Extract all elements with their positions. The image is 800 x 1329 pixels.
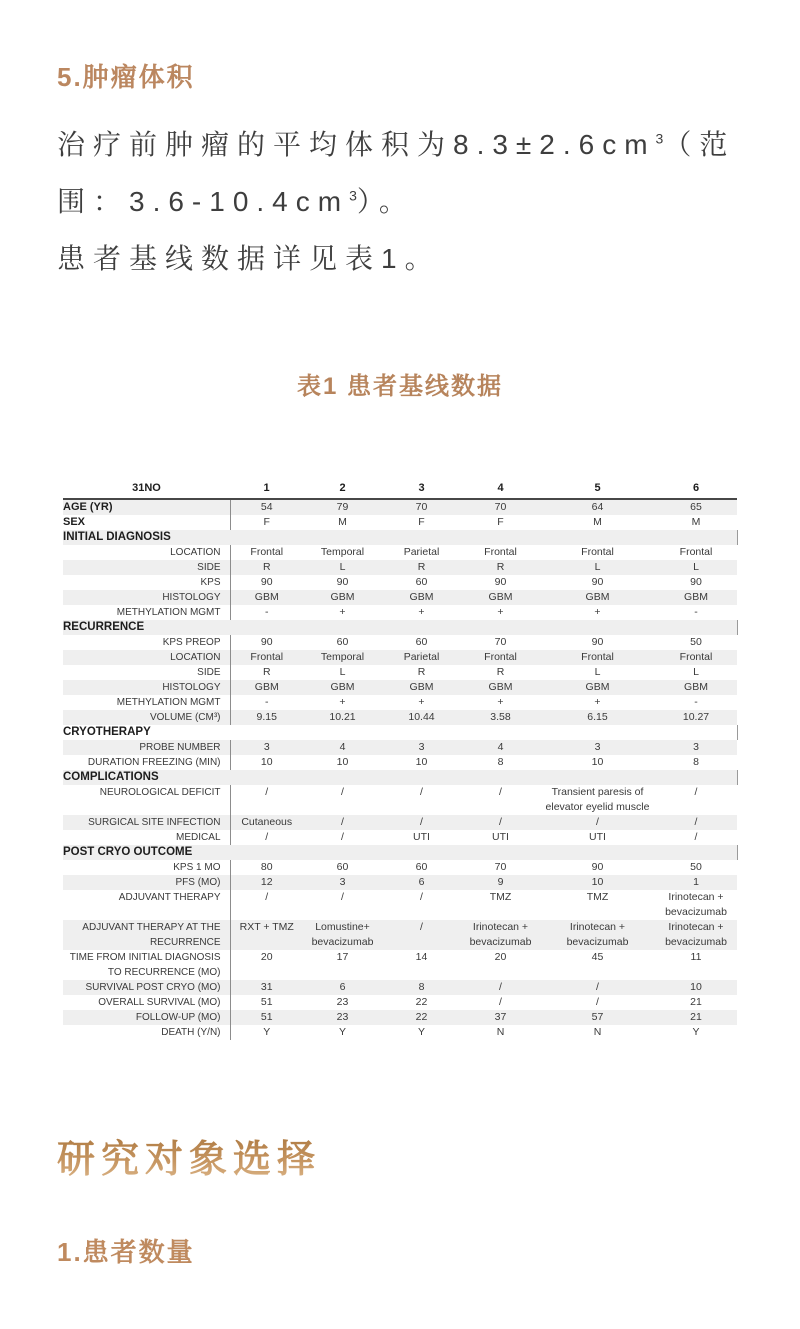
data-cell: 10.27: [682, 711, 710, 723]
row-label: OVERALL SURVIVAL (MO): [98, 997, 221, 1008]
data-cell: Irinotecan + bevacizumab: [469, 921, 532, 948]
table-row: [63, 920, 737, 950]
data-cell: 3: [339, 876, 346, 888]
data-cell: 51: [230, 1010, 303, 1025]
table-row: [63, 499, 737, 515]
data-cell: 10.44: [408, 711, 435, 723]
row-label: KPS 1 MO: [173, 862, 221, 873]
data-cell: -: [694, 606, 698, 618]
row-label: NEUROLOGICAL DEFICIT: [99, 787, 221, 798]
paragraph-table-reference: 患者基线数据详见表1。: [57, 243, 441, 274]
data-cell: /: [230, 830, 303, 845]
data-cell: 57: [591, 1011, 604, 1023]
data-cell: Transient paresis of elevator eyelid muscle: [545, 786, 650, 813]
data-cell: /: [341, 891, 344, 903]
data-cell: 23: [336, 996, 349, 1008]
data-cell: 60: [415, 576, 428, 588]
data-cell: M: [593, 516, 602, 528]
table-row: [63, 815, 737, 830]
data-cell: 50: [690, 636, 702, 648]
data-cell: /: [341, 831, 344, 843]
data-cell: 90: [230, 635, 303, 650]
data-cell: M: [691, 516, 701, 528]
data-cell: /: [420, 786, 423, 798]
data-cell: 10: [230, 755, 303, 770]
table-row: [63, 650, 737, 665]
data-cell: Irinotecan + bevacizumab: [566, 921, 629, 948]
data-cell: L: [693, 666, 699, 678]
row-label: KPS PREOP: [162, 637, 221, 648]
data-cell: R: [417, 561, 426, 573]
table-row: [63, 875, 737, 890]
data-cell: 70: [494, 501, 507, 513]
data-cell: /: [230, 890, 303, 920]
data-cell: +: [497, 696, 504, 708]
header-cell-patient-6: 6: [655, 481, 737, 499]
superscript-3: 3: [349, 187, 357, 204]
data-cell: GBM: [684, 591, 708, 603]
row-label: KPS: [200, 577, 221, 588]
data-cell: Frontal: [484, 651, 517, 663]
data-cell: 54: [230, 499, 303, 515]
data-cell: 11: [690, 951, 702, 963]
data-cell: UTI: [413, 831, 430, 843]
table-section-row: [63, 845, 737, 860]
data-cell: 60: [415, 861, 428, 873]
data-cell: +: [418, 696, 425, 708]
row-label: HISTOLOGY: [162, 682, 221, 693]
row-label: SURVIVAL POST CRYO (MO): [85, 982, 221, 993]
row-label: TIME FROM INITIAL DIAGNOSIS TO RECURRENCE (MO): [69, 952, 221, 978]
data-cell: 90: [591, 861, 604, 873]
data-cell: F: [230, 515, 303, 530]
data-cell: Y: [230, 1025, 303, 1040]
row-label: DEATH (Y/N): [161, 1027, 221, 1038]
data-cell: 9: [497, 876, 504, 888]
data-cell: 6: [418, 876, 425, 888]
header-cell-patient-2: 2: [303, 481, 382, 499]
data-cell: 60: [336, 636, 349, 648]
text-segment: 治疗前肿瘤的平均体积为8.3±2.6cm: [57, 129, 656, 160]
table-row: [63, 590, 737, 605]
data-cell: R: [230, 560, 303, 575]
data-cell: 9.15: [230, 710, 303, 725]
data-cell: Frontal: [679, 546, 713, 558]
table-row: [63, 635, 737, 650]
data-cell: 17: [336, 951, 349, 963]
data-cell: Y: [338, 1026, 346, 1038]
data-cell: +: [497, 606, 504, 618]
text-segment: ）。: [356, 186, 415, 217]
header-cell-patient-4: 4: [461, 481, 540, 499]
data-cell: Irinotecan + bevacizumab: [665, 891, 727, 918]
row-label: HISTOLOGY: [162, 592, 221, 603]
data-cell: L: [693, 561, 699, 573]
data-cell: 6.15: [587, 711, 608, 723]
data-cell: Frontal: [230, 545, 303, 560]
baseline-data-table: [63, 481, 738, 1040]
data-cell: /: [694, 786, 698, 798]
table-row: [63, 950, 737, 980]
row-label: PROBE NUMBER: [139, 742, 221, 753]
data-cell: Frontal: [581, 546, 614, 558]
section-heading-patient-count: 1.患者数量: [57, 1237, 195, 1267]
data-cell: 79: [336, 501, 349, 513]
data-cell: 90: [336, 576, 349, 588]
data-cell: TMZ: [489, 891, 512, 903]
data-cell: GBM: [684, 681, 708, 693]
table-row: [63, 545, 737, 560]
data-cell: UTI: [492, 831, 509, 843]
table-row: [63, 860, 737, 875]
data-cell: 3: [418, 741, 425, 753]
row-label: METHYLATION MGMT: [116, 607, 221, 618]
data-cell: 80: [230, 860, 303, 875]
data-cell: +: [339, 696, 346, 708]
data-cell: -: [694, 696, 698, 708]
data-cell: 21: [690, 1011, 702, 1023]
data-cell: Irinotecan + bevacizumab: [665, 921, 727, 948]
data-cell: +: [594, 696, 601, 708]
row-label: SIDE: [197, 667, 221, 678]
data-cell: GBM: [488, 591, 513, 603]
data-cell: 90: [690, 576, 702, 588]
data-cell: /: [499, 816, 502, 828]
data-cell: Frontal: [484, 546, 517, 558]
data-cell: UTI: [589, 831, 606, 843]
row-label: FOLLOW-UP (MO): [135, 1012, 221, 1023]
table-row: [63, 785, 737, 815]
data-cell: 4: [339, 741, 346, 753]
data-cell: Parietal: [403, 546, 440, 558]
table-row: [63, 890, 737, 920]
text-segment: （范围：3.6-10.4cm: [57, 129, 736, 217]
data-cell: 4: [497, 741, 504, 753]
data-cell: GBM: [409, 591, 434, 603]
data-cell: 50: [690, 861, 702, 873]
data-cell: 1: [693, 876, 699, 888]
data-cell: 90: [230, 575, 303, 590]
table-section-row: [63, 620, 737, 635]
table-row: [63, 680, 737, 695]
data-cell: GBM: [230, 590, 303, 605]
section-heading-tumor-volume: 5.肿瘤体积: [57, 62, 195, 92]
data-cell: Lomustine+ bevacizumab: [311, 921, 374, 948]
row-label: ADJUVANT THERAPY AT THE RECURRENCE: [82, 922, 221, 948]
table-row: [63, 515, 737, 530]
data-cell: 10: [690, 981, 702, 993]
baseline-table-body: [63, 499, 737, 1040]
data-cell: F: [418, 516, 425, 528]
data-cell: GBM: [230, 680, 303, 695]
row-label: PFS (MO): [175, 877, 221, 888]
data-cell: +: [418, 606, 425, 618]
data-cell: 3: [594, 741, 601, 753]
row-label: LOCATION: [170, 547, 221, 558]
table-row: [63, 995, 737, 1010]
data-cell: /: [341, 786, 344, 798]
row-label: DURATION FREEZING (MIN): [87, 757, 221, 768]
table-row: [63, 710, 737, 725]
data-cell: Temporal: [320, 651, 365, 663]
data-cell: /: [499, 786, 502, 798]
superscript-3: 3: [655, 130, 664, 147]
data-cell: 60: [336, 861, 349, 873]
section-label: POST CRYO OUTCOME: [63, 845, 737, 860]
row-label: AGE (YR): [63, 501, 113, 513]
data-cell: -: [230, 695, 303, 710]
table-row: [63, 575, 737, 590]
data-cell: 37: [494, 1011, 507, 1023]
data-cell: N: [593, 1026, 602, 1038]
data-cell: Parietal: [403, 651, 440, 663]
data-cell: R: [496, 666, 505, 678]
row-label: METHYLATION MGMT: [116, 697, 221, 708]
data-cell: +: [339, 606, 346, 618]
data-cell: 23: [336, 1011, 349, 1023]
data-cell: +: [594, 606, 601, 618]
data-cell: 70: [415, 501, 428, 513]
data-cell: L: [594, 666, 601, 678]
data-cell: 8: [418, 981, 425, 993]
data-cell: M: [338, 516, 347, 528]
paragraph-tumor-volume: [57, 116, 743, 230]
data-cell: GBM: [409, 681, 434, 693]
data-cell: /: [596, 816, 599, 828]
data-cell: 6: [339, 981, 346, 993]
section-heading-study-selection: 研究对象选择: [57, 1139, 322, 1181]
row-label: SURGICAL SITE INFECTION: [88, 817, 221, 828]
table-row: [63, 665, 737, 680]
data-cell: N: [496, 1026, 505, 1038]
data-cell: 10: [591, 756, 604, 768]
data-cell: F: [497, 516, 504, 528]
table-row: [63, 1010, 737, 1025]
table-row: [63, 740, 737, 755]
row-label: MEDICAL: [176, 832, 221, 843]
row-label: VOLUME (CM³): [149, 712, 221, 723]
row-label: ADJUVANT THERAPY: [118, 892, 221, 903]
data-cell: /: [694, 816, 698, 828]
data-cell: L: [594, 561, 601, 573]
data-cell: GBM: [585, 591, 610, 603]
data-cell: 10: [415, 756, 428, 768]
data-cell: 90: [591, 576, 604, 588]
data-cell: Frontal: [581, 651, 614, 663]
data-cell: -: [230, 605, 303, 620]
data-cell: 64: [591, 501, 604, 513]
data-cell: /: [694, 831, 698, 843]
header-cell-patient-3: 3: [382, 481, 461, 499]
data-cell: 31: [230, 980, 303, 995]
table-caption: 表1 患者基线数据: [296, 373, 503, 400]
row-label: SEX: [63, 516, 86, 528]
data-cell: 90: [591, 636, 604, 648]
data-cell: 51: [230, 995, 303, 1010]
section-label: RECURRENCE: [63, 620, 737, 635]
data-cell: Y: [417, 1026, 425, 1038]
data-cell: 20: [230, 950, 303, 980]
section-label: INITIAL DIAGNOSIS: [63, 530, 737, 545]
data-cell: 3.58: [490, 711, 511, 723]
data-cell: Temporal: [320, 546, 365, 558]
data-cell: Cutaneous: [230, 815, 303, 830]
data-cell: GBM: [488, 681, 513, 693]
header-cell-patient-5: 5: [540, 481, 655, 499]
data-cell: TMZ: [586, 891, 609, 903]
data-cell: 70: [494, 636, 507, 648]
data-cell: L: [339, 561, 346, 573]
data-cell: 20: [494, 951, 507, 963]
data-cell: RXT + TMZ: [230, 920, 303, 950]
row-label: LOCATION: [170, 652, 221, 663]
data-cell: Frontal: [679, 651, 713, 663]
data-cell: 45: [591, 951, 604, 963]
data-cell: /: [420, 816, 423, 828]
data-cell: Y: [692, 1026, 700, 1038]
data-cell: /: [596, 996, 599, 1008]
data-cell: 8: [497, 756, 504, 768]
data-cell: GBM: [585, 681, 610, 693]
table-row: [63, 560, 737, 575]
section-label: CRYOTHERAPY: [63, 725, 737, 740]
data-cell: 10: [336, 756, 349, 768]
data-cell: /: [420, 891, 423, 903]
table-row: [63, 695, 737, 710]
data-cell: 3: [693, 741, 699, 753]
table-section-row: [63, 530, 737, 545]
table-row: [63, 830, 737, 845]
data-cell: 60: [415, 636, 428, 648]
data-cell: 70: [494, 861, 507, 873]
row-label: SIDE: [197, 562, 221, 573]
data-cell: 65: [690, 501, 702, 513]
data-cell: /: [499, 981, 502, 993]
table-section-row: [63, 725, 737, 740]
table-row: [63, 755, 737, 770]
data-cell: 10.21: [329, 711, 356, 723]
table-section-row: [63, 770, 737, 785]
data-cell: 90: [494, 576, 507, 588]
data-cell: 22: [415, 996, 428, 1008]
data-cell: GBM: [330, 681, 355, 693]
data-cell: R: [230, 665, 303, 680]
data-cell: 22: [415, 1011, 428, 1023]
header-cell-patient-1: 1: [230, 481, 303, 499]
data-cell: /: [596, 981, 599, 993]
data-cell: 10: [591, 876, 604, 888]
data-cell: 12: [230, 875, 303, 890]
data-cell: /: [230, 785, 303, 815]
data-cell: R: [417, 666, 426, 678]
data-cell: /: [420, 921, 423, 933]
data-cell: 8: [693, 756, 699, 768]
data-cell: Frontal: [230, 650, 303, 665]
data-cell: 14: [415, 951, 428, 963]
table-row: [63, 1025, 737, 1040]
data-cell: /: [499, 996, 502, 1008]
data-cell: 21: [690, 996, 702, 1008]
data-cell: R: [496, 561, 505, 573]
section-label: COMPLICATIONS: [63, 770, 737, 785]
table-header-row: [63, 481, 737, 499]
data-cell: /: [341, 816, 344, 828]
table-row: [63, 605, 737, 620]
data-cell: GBM: [330, 591, 355, 603]
header-cell-31no: 31NO: [63, 481, 230, 499]
data-cell: L: [339, 666, 346, 678]
table-row: [63, 980, 737, 995]
data-cell: 3: [230, 740, 303, 755]
